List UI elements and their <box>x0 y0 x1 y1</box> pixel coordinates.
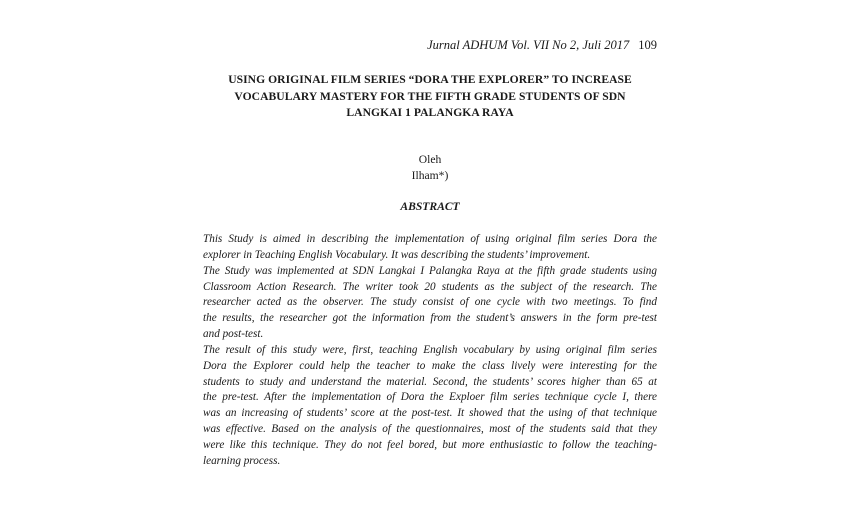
author-name: Ilham*) <box>411 169 449 182</box>
abstract-line: was an increasing of students’ score at the post-test. It showed that the using of that technique <box>203 407 657 420</box>
abstract-line: the results, the researcher got the information from the student’s answers in the form pre-test <box>203 312 657 325</box>
running-header <box>427 38 657 53</box>
journal-citation: Jurnal ADHUM Vol. VII No 2, Juli 2017 <box>427 38 630 52</box>
paper-title <box>200 72 660 122</box>
abstract-line: The Study was implemented at SDN Langkai I Palangka Raya at the fifth grade students using <box>203 264 657 277</box>
abstract-line: explorer in Teaching English Vocabulary. It was describing the students’ improvement. <box>203 248 591 261</box>
byline <box>380 152 480 184</box>
title-line: USING ORIGINAL FILM SERIES “DORA THE EXPLORER” TO INCREASE <box>228 73 632 86</box>
page-number: 109 <box>638 38 657 52</box>
abstract-line: The result of this study were, first, teaching English vocabulary by using original film series <box>203 343 657 356</box>
abstract-line: was effective. Based on the analysis of the questionnaires, most of the students said that they <box>203 423 657 436</box>
abstract-line: and post-test. <box>203 328 264 341</box>
abstract-line: students to study and understand the material. Second, the students’ scores higher than 65 at <box>203 375 657 388</box>
title-line: LANGKAI 1 PALANGKA RAYA <box>346 106 514 119</box>
abstract-line: were like this technique. They do not feel bored, but more enthusiastic to follow the teaching- <box>203 438 657 451</box>
abstract-line: This Study is aimed in describing the implementation of using original film series Dora the <box>203 233 657 245</box>
abstract-line: Classroom Action Research. The writer took 20 students as the subject of the research. The <box>203 280 657 293</box>
abstract-line: learning process. <box>203 454 281 467</box>
title-line: VOCABULARY MASTERY FOR THE FIFTH GRADE STUDENTS OF SDN <box>234 89 626 103</box>
abstract-line: the pre-test. After the implementation of Dora the Exploer film series technique cycle I, there <box>203 391 657 404</box>
byline-label: Oleh <box>418 153 442 166</box>
abstract-heading: ABSTRACT <box>400 200 460 213</box>
abstract-line: researcher acted as the observer. The study consist of one cycle with two meetings. To find <box>203 296 657 309</box>
abstract-body <box>203 232 657 470</box>
abstract-line: Dora the Explorer could help the teacher to make the class lively were interesting for the <box>203 359 657 372</box>
